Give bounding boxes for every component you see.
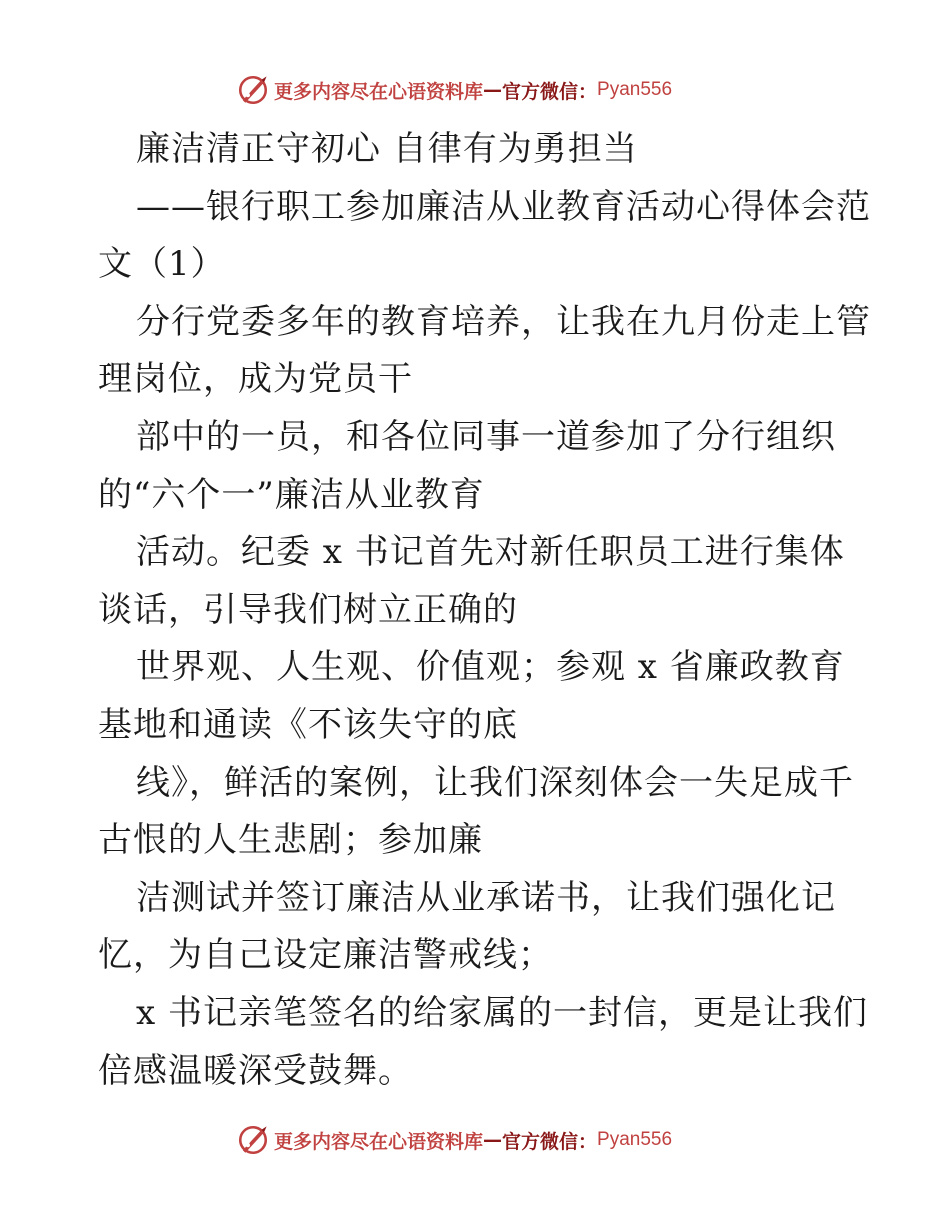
watermark-brand-text: 更多内容尽在心语资料库 (274, 1130, 484, 1153)
paragraph-line: 活动。纪委 x 书记首先对新任职员工进行集体 (136, 532, 845, 573)
paragraph-line: 古恨的人生悲剧；参加廉 (98, 820, 483, 861)
watermark-brand-text: 更多内容尽在心语资料库 (274, 80, 484, 103)
paragraph-line: 洁测试并签订廉洁从业承诺书，让我们强化记 (136, 877, 836, 918)
paragraph-line: 忆，为自己设定廉洁警戒线； (98, 935, 553, 976)
paragraph-line: 的“六个一”廉洁从业教育 (98, 474, 485, 515)
header-watermark (236, 72, 672, 108)
paragraph-line: 理岗位，成为党员干 (98, 359, 413, 400)
watermark-wechat-label: 官方微信： (502, 1130, 598, 1153)
paragraph-line: 世界观、人生观、价值观；参观 x 省廉政教育 (136, 647, 845, 688)
watermark-wechat-id: Pyan556 (597, 79, 673, 100)
document-body (98, 121, 871, 1100)
watermark-dash: — (483, 1129, 503, 1151)
document-subtitle-line-1: ——银行职工参加廉洁从业教育活动心得体会范 (136, 186, 871, 227)
paragraph-line: 线》，鲜活的案例，让我们深刻体会一失足成千 (136, 762, 854, 803)
quill-pen-logo-icon (236, 1123, 270, 1157)
quill-pen-logo-icon (236, 73, 270, 107)
paragraph-line: 部中的一员，和各位同事一道参加了分行组织 (136, 416, 836, 457)
document-subtitle-line-2: 文（1） (98, 244, 226, 285)
watermark-dash: — (483, 79, 503, 101)
paragraph-line: 谈话，引导我们树立正确的 (98, 589, 518, 630)
paragraph-line: 基地和通读《不该失守的底 (98, 704, 518, 745)
document-title: 廉洁清正守初心 自律有为勇担当 (136, 129, 638, 169)
watermark-wechat-id: Pyan556 (597, 1129, 673, 1150)
paragraph-line: 分行党委多年的教育培养，让我在九月份走上管 (136, 301, 871, 342)
footer-watermark (236, 1122, 672, 1158)
paragraph-line: x 书记亲笔签名的给家属的一封信，更是让我们 (136, 992, 868, 1033)
watermark-wechat-label: 官方微信： (502, 80, 598, 103)
paragraph-line: 倍感温暖深受鼓舞。 (98, 1050, 413, 1091)
